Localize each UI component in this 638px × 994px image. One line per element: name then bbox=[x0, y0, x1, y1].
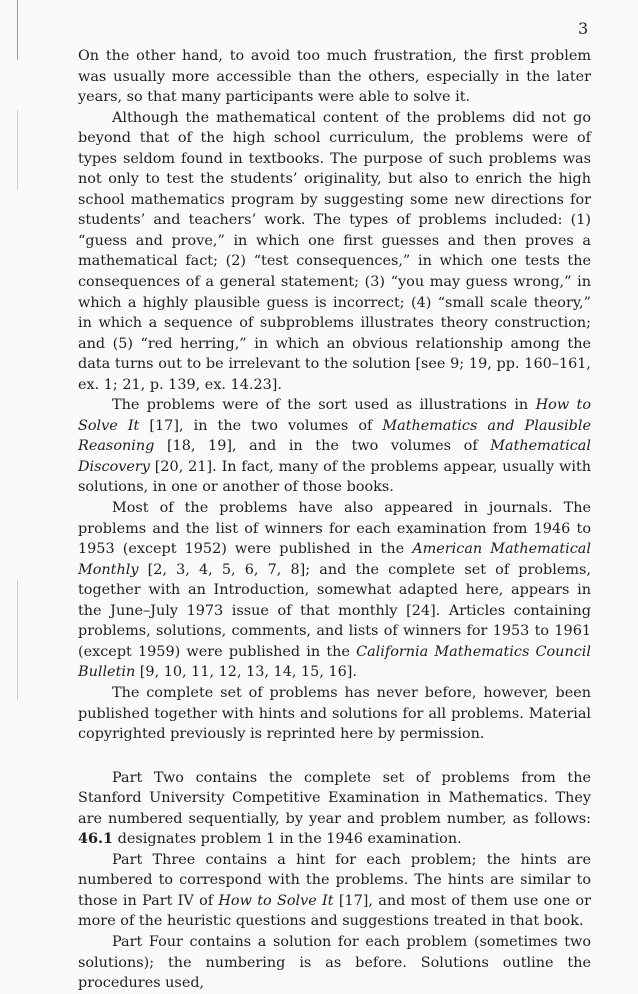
text-run: Most of the problems have also appeared in journals. The problems and the list of winners for each examination from 1946 to 1953 (except 1952) were published in the bbox=[78, 500, 591, 558]
scan-edge-mark bbox=[17, 110, 18, 190]
paragraph bbox=[78, 850, 591, 932]
citation-title: Mathematics and Plausible Reasoning bbox=[78, 417, 591, 455]
text-run: [18, 19], and in the two volumes of bbox=[154, 438, 491, 455]
scan-edge-mark bbox=[17, 0, 18, 60]
paragraph bbox=[78, 932, 591, 994]
text-run: The problems were of the sort used as illustrations in bbox=[112, 397, 536, 414]
text-run: The complete set of problems has never before, however, been published together with hints and solutions for all problems. Material copyrighted previously is reprinted here by permission. bbox=[78, 684, 591, 743]
citation-title: How to Solve It bbox=[218, 892, 334, 909]
text-run: On the other hand, to avoid too much frustration, the first problem was usually more accessible than the others, especially in the later years, so that many participants were able to solve it. bbox=[78, 48, 591, 106]
paragraph bbox=[78, 683, 591, 745]
text-run: Although the mathematical content of the problems did not go beyond that of the high school curriculum, the problems were of types seldom found in textbooks. The purpose of such problems was not only to test the students’ originality, but also to enrich the high school mathematics program by suggesting some new directions for students’ and teachers’ work. The types of problems included: (1) “guess and prove,” in which one first guesses and then proves a mathematical fact; (2) “test consequences,” in which one tests the consequences of a general statement; (3) “you may guess wrong,” in which a highly plausible guess is incorrect; (4) “small scale theory,” in which a sequence of subproblems illustrates theory construction; and (5) “red herring,” in which an obvious relationship among the data turns out to be irrelevant to the solution [see 9; 19, pp. 160–161, ex. 1; 21, p. 139, ex. 14.23]. bbox=[78, 109, 591, 393]
text-run: Part Two contains the complete set of problems from the Stanford University Competitive Examination in Mathematics. They are numbered sequentially, by year and problem number, as follows: bbox=[78, 769, 591, 827]
problem-number: 46.1 bbox=[78, 830, 114, 848]
paragraph bbox=[78, 395, 591, 498]
text-run: [17], in the two volumes of bbox=[139, 417, 383, 434]
scan-edge-mark bbox=[17, 580, 18, 700]
paragraph bbox=[78, 46, 591, 108]
page-number: 3 bbox=[578, 19, 589, 38]
citation-title: Mathematical Discovery bbox=[78, 438, 591, 475]
paragraph bbox=[78, 108, 591, 396]
text-run: [2, 3, 4, 5, 6, 7, 8]; and the complete set of problems, together with an Introduction, somewhat adapted here, appears in the June–July 1973 issue of that monthly [24]. Articles containing problems, solutions, comments, and lists of winners for 1953 to 1961 (except 1959) were published in the bbox=[78, 561, 591, 660]
text-run: [17], and most of them use one or more of the heuristic questions and suggestions treated in that book. bbox=[78, 892, 591, 930]
text-run: [20, 21]. In fact, many of the problems appear, usually with solutions, in one or another of those books. bbox=[78, 458, 591, 496]
paragraph bbox=[78, 498, 591, 683]
text-run: [9, 10, 11, 12, 13, 14, 15, 16]. bbox=[135, 664, 357, 681]
citation-title: California Mathematics Council Bulletin bbox=[78, 643, 591, 681]
text-run: Part Four contains a solution for each problem (sometimes two solutions); the numbering is as before. Solutions outline the procedures used, bbox=[78, 933, 591, 992]
text-run: Part Three contains a hint for each problem; the hints are numbered to correspond with the problems. The hints are similar to those in Part IV of bbox=[78, 851, 591, 909]
text-run: designates problem 1 in the 1946 examination. bbox=[113, 831, 462, 848]
body-text bbox=[78, 46, 591, 994]
citation-title: How to Solve It bbox=[78, 397, 591, 434]
citation-title: American Mathematical Monthly bbox=[78, 541, 591, 578]
paragraph bbox=[78, 768, 591, 850]
